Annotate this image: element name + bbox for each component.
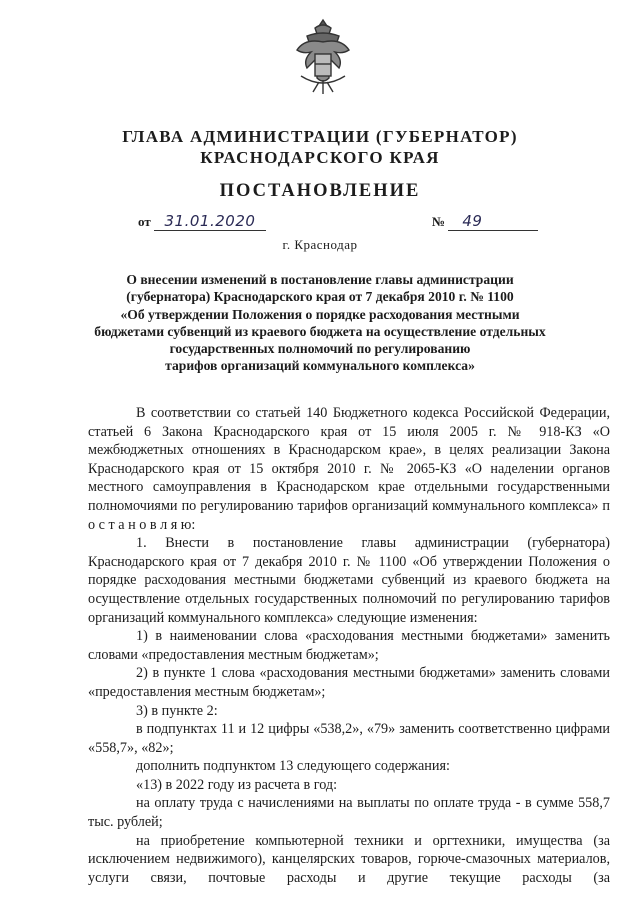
body-paragraph: в подпунктах 11 и 12 цифры «538,2», «79» заменить соответственно цифрами «558,7», «82»; — [88, 721, 610, 756]
body-paragraph: 3) в пункте 2: — [136, 702, 218, 719]
number-prefix: № — [432, 214, 446, 229]
date-value: 31.01.2020 — [154, 212, 266, 231]
body-paragraph: 2) в пункте 1 слова «расходования местными бюджетами» заменить словами «предоставления местным бюджетам»; — [88, 665, 610, 700]
issuer-line-2: КРАСНОДАРСКОГО КРАЯ — [200, 148, 440, 167]
document-title — [0, 271, 640, 375]
document-body — [88, 404, 610, 887]
title-line: тарифов организаций коммунального комплекса» — [165, 358, 475, 374]
city: г. Краснодар — [282, 237, 358, 252]
coat-of-arms-icon — [293, 18, 353, 96]
body-paragraph: дополнить подпунктом 13 следующего содержания: — [136, 758, 450, 775]
number-value: 49 — [448, 212, 538, 231]
body-paragraph: на приобретение компьютерной техники и оргтехники, имущества (за исключением недвижимого), канцелярских товаров, горюче-смазочных материалов, услуги связи, почтовые расходы и другие текущие расходы (за — [88, 832, 610, 886]
title-line: (губернатора) Краснодарского края от 7 декабря 2010 г. № 1100 — [126, 289, 514, 305]
number-field — [432, 212, 538, 231]
title-line: бюджетами субвенций из краевого бюджета на осуществление отдельных — [94, 323, 546, 339]
issuer-line-1: ГЛАВА АДМИНИСТРАЦИИ (ГУБЕРНАТОР) — [122, 127, 518, 146]
date-prefix: от — [138, 214, 151, 229]
document-type: ПОСТАНОВЛЕНИЕ — [219, 181, 421, 201]
title-line: О внесении изменений в постановление главы администрации — [126, 272, 514, 287]
date-field — [138, 212, 266, 231]
body-paragraph: «13) в 2022 году из расчета в год: — [136, 776, 338, 793]
body-paragraph: 1. Внести в постановление главы администрации (губернатора) Краснодарского края от 7 декабря 2010 г. № 1100 «Об утверждении Положения о порядке расходования местными бюджетами субвенций из краевого бюджета на осуществление отдельных государственных полномочий по регулированию тарифов организаций коммунального комплекса» следующие изменения: — [88, 535, 610, 626]
body-paragraph: 1) в наименовании слова «расходования местными бюджетами» заменить словами «предоставления местным бюджетам»; — [88, 628, 610, 663]
title-line: «Об утверждении Положения о порядке расходования местными — [120, 306, 520, 322]
body-paragraph: В соответствии со статьей 140 Бюджетного кодекса Российской Федерации, статьей 6 Закона Краснодарского края от 15 июля 2005 г. № 918-КЗ «О межбюджетных отношениях в Краснодарском крае», в целях реализации Закона Краснодарского края от 15 октября 2010 г. № 2065-КЗ «О наделении органов местного самоуправления в Краснодарском крае отдельными государственными полномочиями по регулированию тарифов организаций коммунального комплекса» п о с т а н о в л я ю: — [88, 405, 610, 533]
body-paragraph: на оплату труда с начислениями на выплаты по оплате труда - в сумме 558,7 тыс. рублей; — [88, 795, 610, 831]
title-line: государственных полномочий по регулированию — [169, 341, 471, 357]
